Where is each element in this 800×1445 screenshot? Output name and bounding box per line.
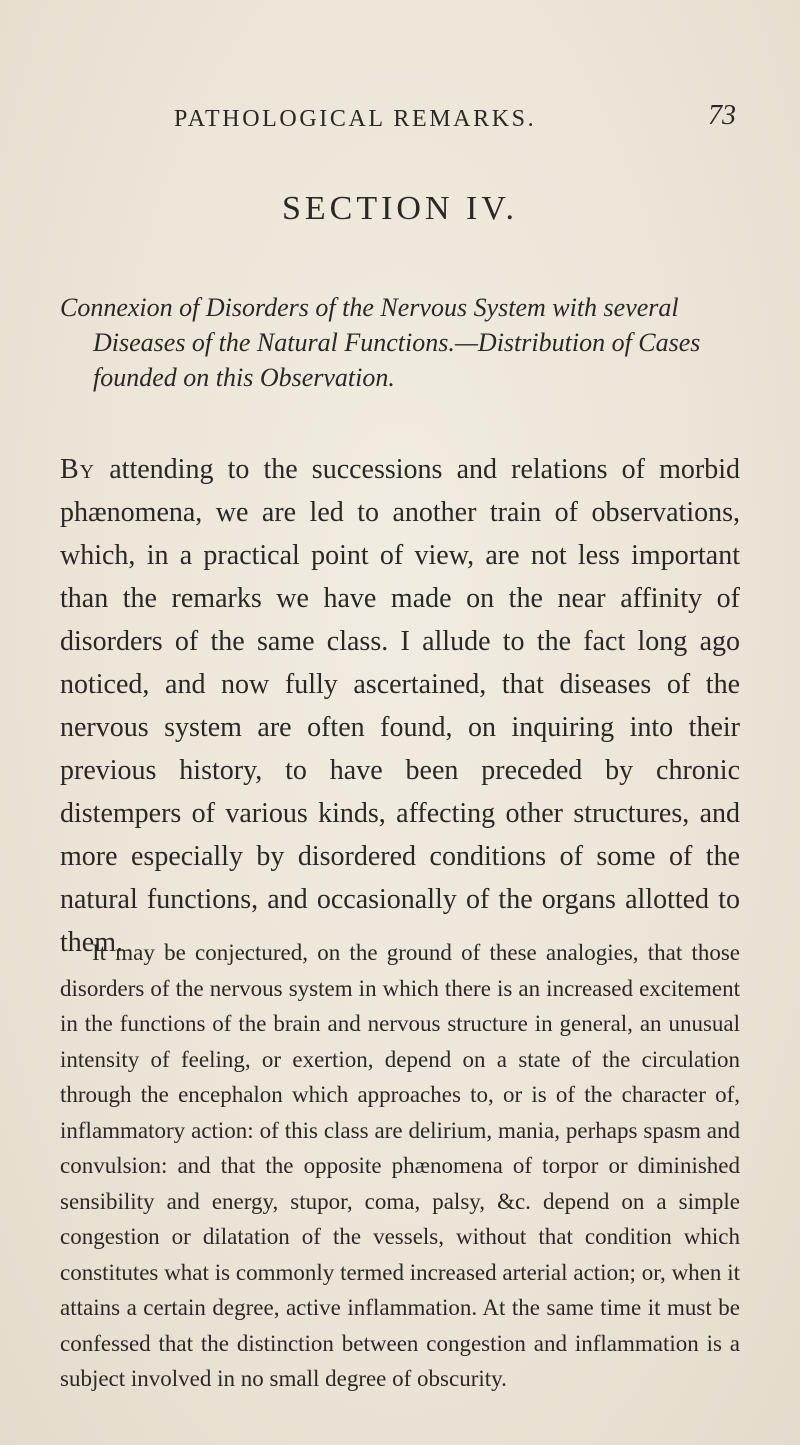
subtitle-line-3: founded on this Observation. <box>93 363 395 392</box>
subtitle-line-2: Diseases of the Natural Functions.—Distribution of Cases <box>93 328 701 357</box>
paragraph-1-text: attending to the successions and relations of morbid phænomena, we are led to another train of observations, which, in a practical point of view, are not less important than the remarks we have made on the near affinity of disorders of the same class. I allude to the fact long ago noticed, and now fully ascertained, that diseases of the nervous system are often found, on inquiring into their previous history, to have been preceded by chronic distempers of various kinds, affecting other structures, and more especially by disordered conditions of some of the natural functions, and occasionally of the organs allotted to them. <box>60 454 740 958</box>
running-title: PATHOLOGICAL REMARKS. <box>174 106 537 132</box>
paragraph-2: It may be conjectured, on the ground of these analogies, that those disorders of the nervous system in which there is an increased excitement in the functions of the brain and nervous structure in general, an unusual intensity of feeling, or exertion, depend on a state of the circulation through the encephalon which approaches to, or is of the character of, inflammatory action: of this class are delirium, mania, perhaps spasm and convulsion: and that the opposite phænomena of torpor or diminished sensibility and energy, stupor, coma, palsy, &c. depend on a simple congestion or dilatation of the vessels, without that condition which constitutes what is commonly termed increased arterial action; or, when it attains a certain degree, active inflammation. At the same time it must be confessed that the distinction between congestion and inflammation is a subject involved in no small degree of obscurity. <box>60 940 740 1391</box>
subtitle-line-1: Connexion of Disorders of the Nervous System with several <box>60 293 679 322</box>
paragraph-1-lead: By <box>60 454 96 485</box>
section-subtitle <box>60 290 740 395</box>
section-title: SECTION IV. <box>281 190 519 227</box>
page-number: 73 <box>708 100 736 131</box>
paragraph-1 <box>60 448 740 964</box>
